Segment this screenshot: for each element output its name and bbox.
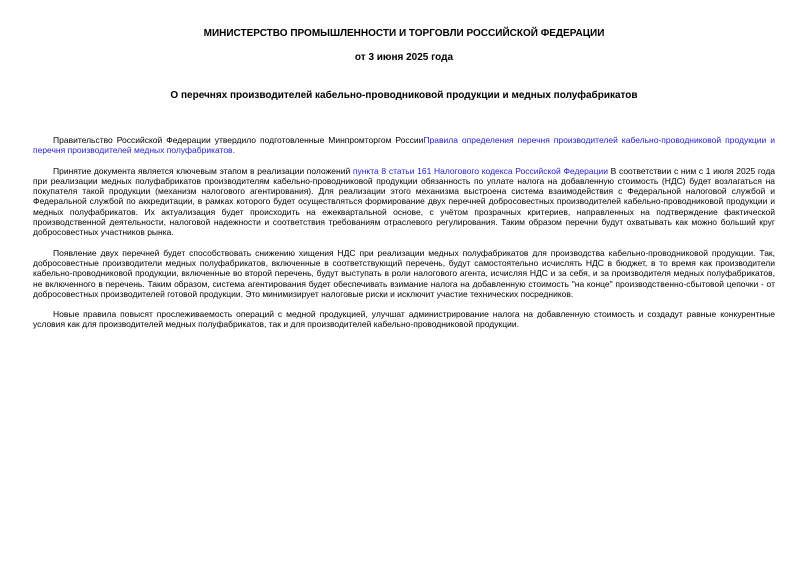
document-date: от 3 июня 2025 года	[354, 52, 454, 63]
link-tax-code-article[interactable]: пункта 8 статьи 161 Налогового кодекса Российской Федерации	[352, 165, 608, 176]
document-body	[33, 135, 775, 330]
paragraph-4: Новые правила повысят прослеживаемость операций с медной продукцией, улучшат администрирование налога на добавленную стоимость и создадут равные конкурентные условия как для производителей медных полуфабрикатов, так и для производителей кабельно-проводниковой продукции.	[33, 309, 775, 330]
paragraph-3: Появление двух перечней будет способствовать снижению хищения НДС при реализации медных полуфабрикатов для производства кабельно-проводниковой продукции. Так, добросовестные производители медных полуфабрикатов, включенные в соответствующий перечень, будут самостоятельно исчислять НДС в бюджет, в то время как производители кабельно-проводниковой продукции, включенные во второй перечень, будут выступать в роли налогового агента, исчисляя НДС и за себя, и за производителя медных полуфабрикатов, не включенного в перечень. Таким образом, система агентирования будет обеспечивать взимание налога на добавленную стоимость "на конце" производственно-сбытовой цепочки - от добросовестных производителей готовой продукции. Это минимизирует налоговые риски и исключит участие технических посредников.	[33, 247, 775, 299]
paragraph-1	[33, 135, 775, 156]
ministry-name: МИНИСТЕРСТВО ПРОМЫШЛЕННОСТИ И ТОРГОВЛИ РОССИЙСКОЙ ФЕДЕРАЦИИ	[203, 28, 605, 39]
link-rules-document[interactable]: Правила определения перечня производителей кабельно-проводниковой продукции и перечня производителей медных полуфабрикатов.	[33, 135, 775, 156]
paragraph-2	[33, 166, 775, 238]
paragraph-2-text-after: В соответствии с ним с 1 июля 2025 года при реализации медных полуфабрикатов производителям кабельно-проводниковой продукции обязанность по уплате налога на добавленную стоимость (НДС) будет возлагаться на покупателя такой продукции (механизм налогового агентирования). Для реализации этого механизма выстроена система взаимодействия с Федеральной налоговой службой и Федеральной службой по аккредитации, в рамках которого будет осуществляться формирование двух перечней добросовестных производителей кабельно-проводниковой продукции и медных полуфабрикатов. Их актуализация будет происходить на ежеквартальной основе, с учётом прозрачных критериев, направленных на подтверждение фактической производственной деятельности, налоговой надежности и соответствия требованиям отраслевого регулирования. Таким образом перечни будут охватывать как можно больший круг добросовестных участников рынка.	[33, 165, 776, 238]
paragraph-2-text: Принятие документа является ключевым этапом в реализации положений	[53, 165, 353, 176]
paragraph-1-text: Правительство Российской Федерации утвердило подготовленные Минпромторгом России	[53, 135, 424, 145]
document-header	[33, 28, 775, 64]
document-title: О перечнях производителей кабельно-проводниковой продукции и медных полуфабрикатов	[170, 90, 638, 101]
